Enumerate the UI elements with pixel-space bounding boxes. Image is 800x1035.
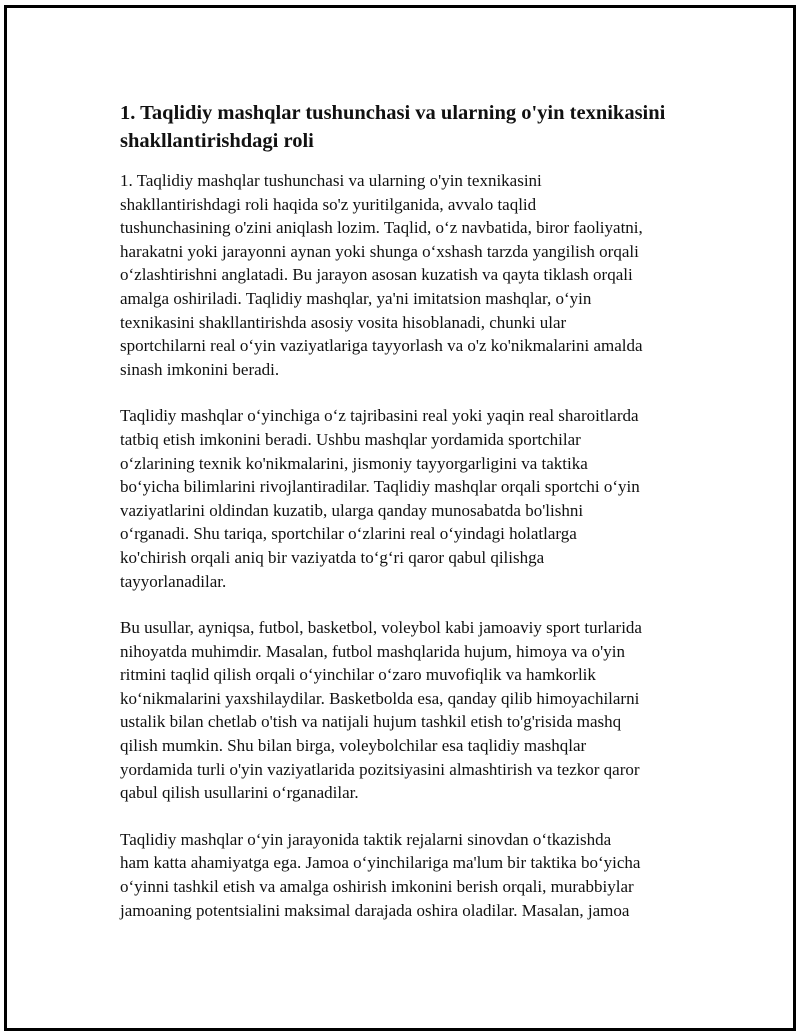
text-line: nihoyatda muhimdir. Masalan, futbol mashqlarida hujum, himoya va o'yin — [120, 641, 625, 661]
text-line: 1. Taqlidiy mashqlar tushunchasi va ularning o'yin texnikasini — [120, 171, 542, 190]
paragraph-1 — [120, 169, 700, 381]
paragraph-3 — [120, 616, 700, 805]
text-line: bo‘yicha bilimlarini rivojlantiradilar. Taqlidiy mashqlar orqali sportchi o‘yin — [120, 477, 640, 497]
text-line: ko‘nikmalarini yaxshilaydilar. Basketbolda esa, qanday qilib himoyachilarni — [120, 688, 640, 708]
text-line: vaziyatlarini oldindan kuzatib, ularga qanday munosabatda bo'lishni — [120, 500, 584, 520]
page-frame — [4, 5, 796, 1031]
text-line: ko'chirish orqali aniq bir vaziyatda to‘g‘ri qaror qabul qilishga — [120, 547, 545, 567]
text-line: o‘zlarining texnik ko'nikmalarini, jismoniy tayyorgarligini va taktika — [120, 453, 588, 473]
text-line: o‘zlashtirishni anglatadi. Bu jarayon asosan kuzatish va qayta tiklash orqali — [120, 265, 633, 285]
text-line: ustalik bilan chetlab o'tish va natijali hujum tashkil etish to'g'risida mashq — [120, 712, 622, 732]
text-line: sinash imkonini beradi. — [120, 359, 280, 379]
text-line: amalga oshiriladi. Taqlidiy mashqlar, ya'ni imitatsion mashqlar, o‘yin — [120, 288, 592, 308]
text-line: Taqlidiy mashqlar o‘yinchiga o‘z tajribasini real yoki yaqin real sharoitlarda — [120, 406, 639, 426]
text-line: yordamida turli o'yin vaziyatlarida pozitsiyasini almashtirish va tezkor qaror — [120, 759, 640, 779]
text-line: o‘yinni tashkil etish va amalga oshirish imkonini berish orqali, murabbiylar — [120, 877, 634, 897]
title-line: shakllantirishdagi roli — [120, 130, 314, 152]
text-line: jamoaning potentsialini maksimal darajada oshira oladilar. Masalan, jamoa — [120, 900, 630, 920]
paragraph-2 — [120, 404, 700, 593]
text-line: harakatni yoki jarayonni aynan yoki shunga o‘xshash tarzda yangilish orqali — [120, 241, 639, 261]
text-line: tushunchasining o'zini aniqlash lozim. Taqlid, o‘z navbatida, biror faoliyatni, — [120, 218, 643, 238]
text-line: o‘rganadi. Shu tariqa, sportchilar o‘zlarini real o‘yindagi holatlarga — [120, 524, 577, 544]
text-line: qabul qilish usullarini o‘rganadilar. — [120, 783, 359, 803]
paragraph-4 — [120, 828, 700, 922]
text-line: ritmini taqlid qilish orqali o‘yinchilar o‘zaro muvofiqlik va hamkorlik — [120, 665, 596, 685]
text-line: texnikasini shakllantirishda asosiy vosita hisoblanadi, chunki ular — [120, 312, 567, 332]
document-content — [120, 99, 700, 945]
text-line: Taqlidiy mashqlar o‘yin jarayonida taktik rejalarni sinovdan o‘tkazishda — [120, 829, 612, 849]
text-line: tayyorlanadilar. — [120, 571, 227, 591]
text-line: qilish mumkin. Shu bilan birga, voleybolchilar esa taqlidiy mashqlar — [120, 736, 587, 756]
text-line: tatbiq etish imkonini beradi. Ushbu mashqlar yordamida sportchilar — [120, 429, 581, 449]
document-title — [120, 99, 700, 155]
text-line: shakllantirishdagi roli haqida so'z yuritilganida, avvalo taqlid — [120, 194, 537, 214]
text-line: Bu usullar, ayniqsa, futbol, basketbol, voleybol kabi jamoaviy sport turlarida — [120, 618, 642, 638]
text-line: sportchilarni real o‘yin vaziyatlariga tayyorlash va o'z ko'nikmalarini amalda — [120, 336, 643, 356]
text-line: ham katta ahamiyatga ega. Jamoa o‘yinchilariga ma'lum bir taktika bo‘yicha — [120, 853, 641, 873]
title-line: 1. Taqlidiy mashqlar tushunchasi va ularning o'yin texnikasini — [120, 102, 666, 124]
